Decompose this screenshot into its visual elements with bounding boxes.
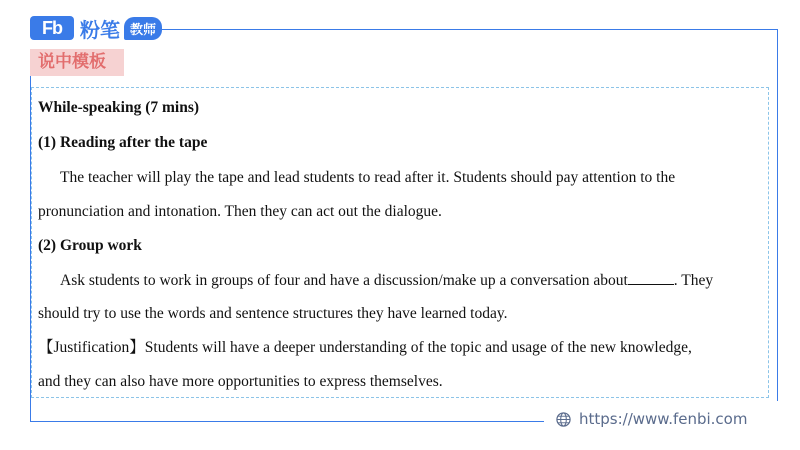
logo-name: 粉笔 <box>80 17 120 42</box>
logo-tag: 教师 <box>124 17 162 40</box>
part1-line2: pronunciation and intonation. Then they can act out the dialogue. <box>38 203 442 220</box>
part2-line1-text: Ask students to work in groups of four and have a discussion/make up a conversation about <box>60 272 628 289</box>
part2-line1 <box>60 270 713 291</box>
part2-line1-end: . They <box>673 272 714 289</box>
globe-icon <box>556 412 571 427</box>
logo-mark: Fb <box>30 16 74 40</box>
justification-line2: and they can also have more opportunities to express themselves. <box>38 373 443 390</box>
frame-bottom-border <box>30 421 544 422</box>
part2-title: (2) Group work <box>38 237 142 254</box>
answer-blank <box>628 270 674 285</box>
footer <box>556 410 747 428</box>
section-title: 说中模板 <box>30 49 124 76</box>
frame-top-border <box>124 29 778 30</box>
footer-url[interactable]: https://www.fenbi.com <box>579 410 748 428</box>
part2-line2: should try to use the words and sentence structures they have learned today. <box>38 305 508 322</box>
frame-right-border <box>777 29 778 401</box>
justification-line1: 【Justification】Students will have a deeper understanding of the topic and usage of the new knowledge, <box>38 339 692 356</box>
part1-title: (1) Reading after the tape <box>38 134 208 151</box>
content-heading: While-speaking (7 mins) <box>38 99 200 116</box>
part1-line1: The teacher will play the tape and lead students to read after it. Students should pay attention to the <box>60 169 676 186</box>
fenbi-logo <box>30 14 162 42</box>
